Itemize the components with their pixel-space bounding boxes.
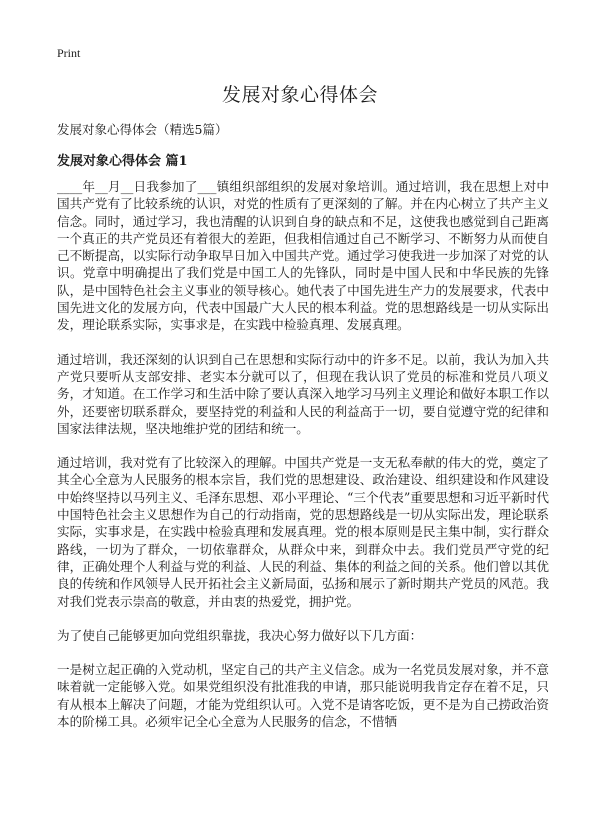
document-subtitle: 发展对象心得体会（精选5篇） bbox=[57, 122, 228, 137]
article-body bbox=[57, 178, 549, 747]
paragraph-5: 一是树立起正确的入党动机，坚定自己的共产主义信念。成为一名党员发展对象，并不意味着就一定能够入党。如果党组织没有批准我的申请，那只能说明我肯定存在着不足，只有从根本上解决了问题，才能为党组织认可。入党不是请客吃饭，更不是为自己捞政治资本的阶梯工具。必须牢记全心全意为人民服务的信念，不惜牺 bbox=[57, 662, 549, 730]
page-title: 发展对象心得体会 bbox=[221, 84, 378, 106]
section-heading: 发展对象心得体会 篇1 bbox=[57, 154, 188, 169]
paragraph-1: ____年__月__日我参加了___镇组织部组织的发展对象培训。通过培训，我在思想上对中国共产党有了比较系统的认识，对党的性质有了更深刻的了解。并在内心树立了共产主义信念。同时，通过学习，我也清醒的认识到自身的缺点和不足，这使我也感觉到自己距离一个真正的共产党员还有着很大的差距，但我相信通过自己不断学习、不断努力从而使自己不断提高，以实际行动争取早日加入中国共产党。通过学习使我进一步加深了对党的认识。党章中明确提出了我们党是中国工人的先锋队，同时是中国人民和中华民族的先锋队，是中国特色社会主义事业的领导核心。她代表了中国先进生产力的发展要求，代表中国先进文化的发展方向，代表中国最广大人民的根本利益。党的思想路线是一切从实际出发，理论联系实际，实事求是，在实践中检验真理、发展真理。 bbox=[57, 179, 549, 333]
paragraph-3: 通过培训，我对党有了比较深入的理解。中国共产党是一支无私奉献的伟大的党，奠定了其全心全意为人民服务的根本宗旨，我们党的思想建设、政治建设、组织建设和作风建设中始终坚持以马列主义、毛泽东思想、邓小平理论、“三个代表”重要思想和习近平新时代中国特色社会主义思想作为自己的行动指南，党的思想路线是一切从实际出发，理论联系实际，实事求是，在实践中检验真理和发展真理。党的根本原则是民主集中制，实行群众路线，一切为了群众，一切依靠群众，从群众中来，到群众中去。我们党员严守党的纪律，正确处理个人利益与党的利益、人民的利益、集体的利益之间的关系。他们曾以其优良的传统和作风领导人民开拓社会主义新局面，弘扬和展示了新时期共产党员的风范。我对我们党表示崇高的敬意，并由衷的热爱党，拥护党。 bbox=[57, 455, 549, 609]
paragraph-2: 通过培训，我还深刻的认识到自己在思想和实际行动中的许多不足。以前，我认为加入共产党只要听从支部安排、老实本分就可以了，但现在我认识了党员的标准和党员八项义务，才知道。在工作学习和生活中除了要认真深入地学习马列主义理论和做好本职工作以外，还要密切联系群众，要坚持党的利益和人民的利益高于一切，要自觉遵守党的纪律和国家法律法规，坚决地维护党的团结和统一。 bbox=[57, 351, 549, 436]
paragraph-4: 为了使自己能够更加向党组织靠拢，我决心努力做好以下几方面： bbox=[57, 627, 423, 643]
print-link[interactable]: Print bbox=[57, 46, 81, 60]
